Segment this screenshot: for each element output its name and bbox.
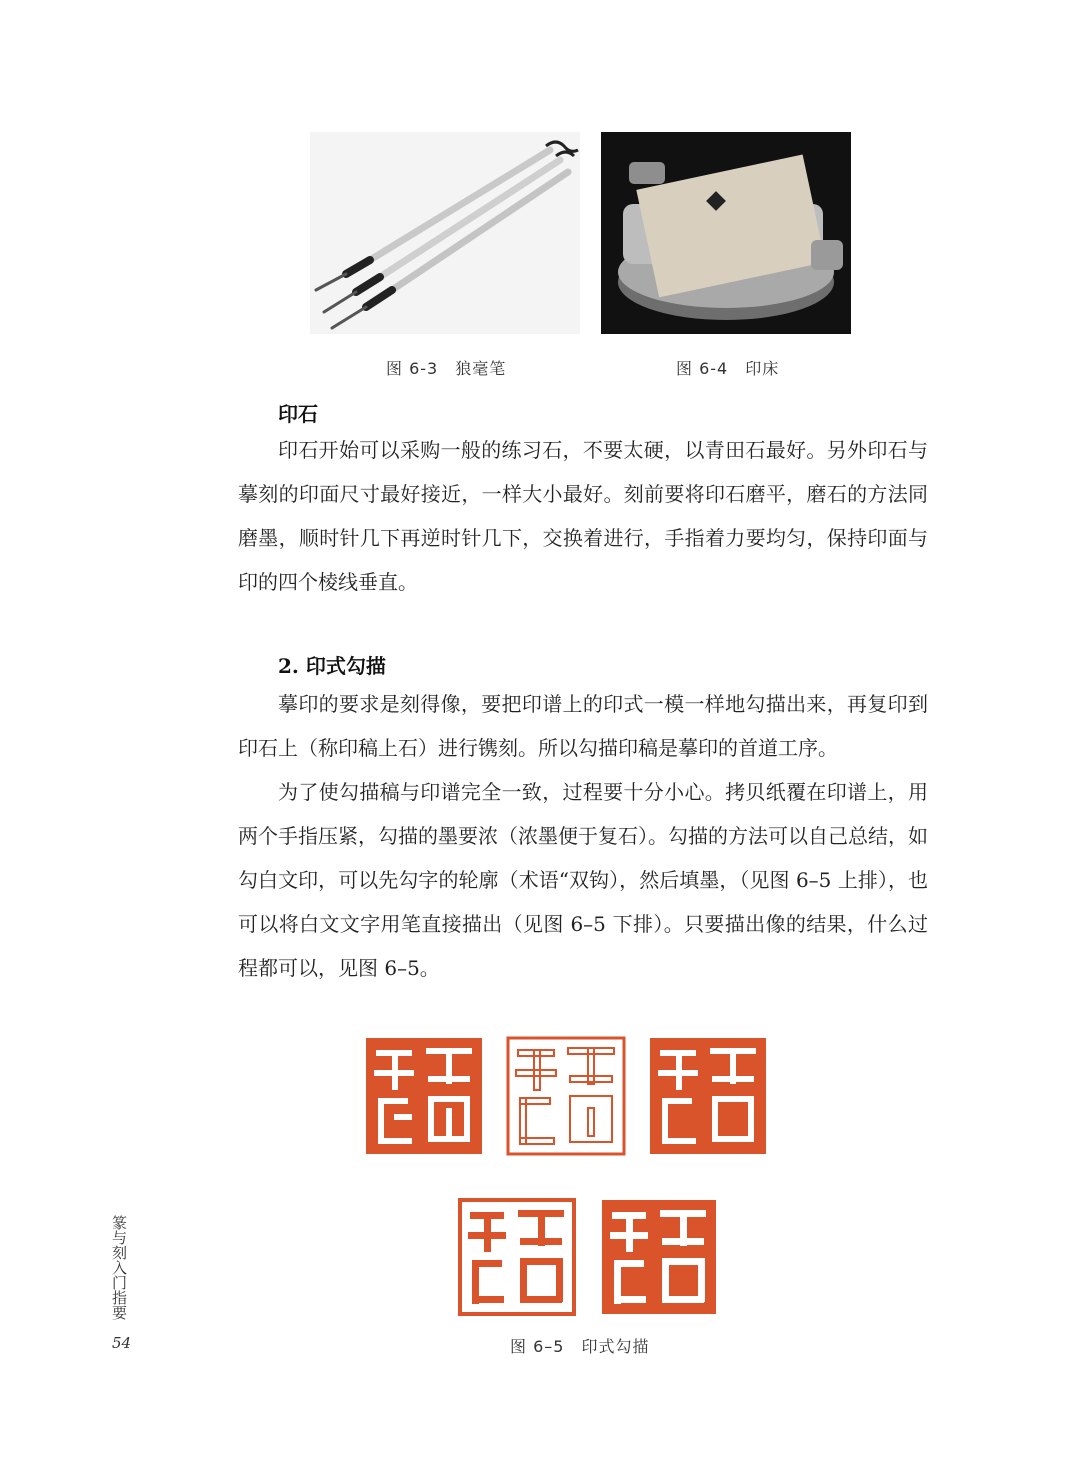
section-heading-seal-tracing: 2. 印式勾描 [278,654,386,678]
seal-bottom-right [600,1198,718,1320]
paragraph-tracing-2: 为了使勾描稿与印谱完全一致，过程要十分小心。拷贝纸覆在印谱上，用两个手指压紧，勾描的墨要浓（浓墨便于复石）。勾描的方法可以自己总结，如勾白文印，可以先勾字的轮廓（术语“双钩），然后填墨，（见图 6–5 上排），也可以将白文文字用笔直接描出（见图 6–5 下排）。只要描出像的结果，什么过程都可以，见图 6–5。 [238,780,928,980]
figure-6-3-image [310,132,580,334]
figure-6-3-caption: 图 6-3 狼毫笔 [386,359,507,378]
brush-2 [324,160,560,312]
paragraph-tracing-1: 摹印的要求是刻得像，要把印谱上的印式一模一样地勾描出来，再复印到印石上（称印稿上石）进行镌刻。所以勾描印稿是摹印的首道工序。 [238,692,928,760]
figure-6-5-caption: 图 6–5 印式勾描 [510,1337,650,1356]
brush-1 [316,150,550,290]
seal-vise-illustration [601,132,851,334]
seal-top-right [648,1036,768,1160]
brush-illustration [310,132,580,334]
brush-3 [332,172,568,328]
section-heading-seal-stone: 印石 [278,402,318,426]
figure-6-4-caption: 图 6-4 印床 [676,359,780,378]
seal-top-middle [506,1036,626,1160]
seal-bottom-left [458,1198,576,1320]
paragraph-seal-stone: 印石开始可以采购一般的练习石，不要太硬，以青田石最好。另外印石与摹刻的印面尺寸最好接近，一样大小最好。刻前要将印石磨平，磨石的方法同磨墨，顺时针几下再逆时针几下，交换着进行，手指着力要均匀，保持印面与印的四个棱线垂直。 [238,438,928,594]
running-title: 篆与刻入门指要 [112,1214,128,1322]
page-number: 54 [112,1334,132,1352]
figure-6-4-image [601,132,851,334]
seal-top-left [364,1036,484,1160]
